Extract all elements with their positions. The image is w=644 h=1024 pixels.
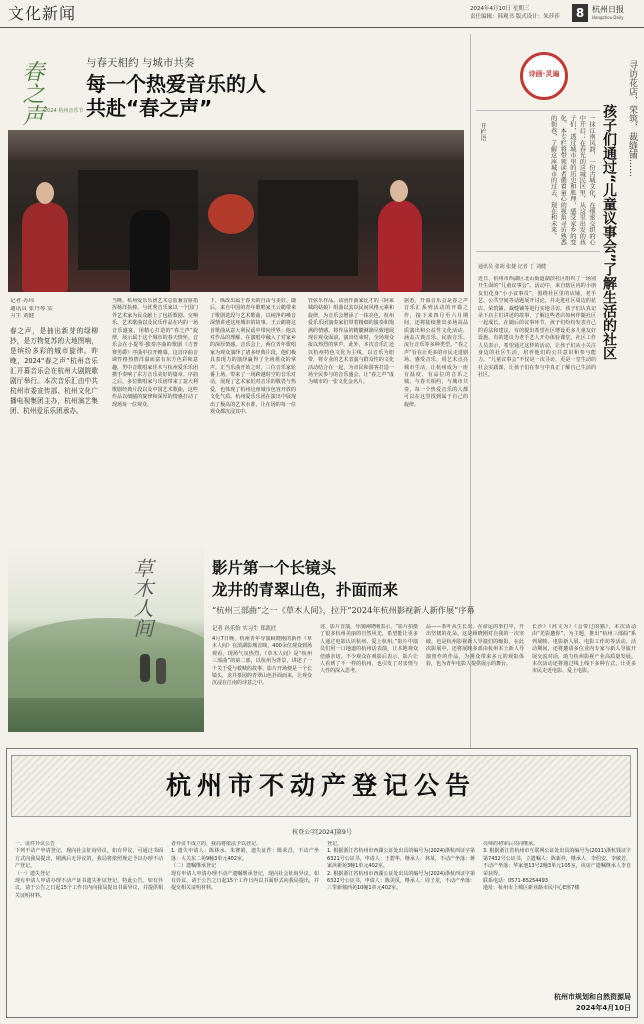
lead-credit-line: 通讯员 张丹琴 实 [10,305,53,312]
photo-stage-light [8,130,464,160]
right-body: 近日，杭州市西湖区北山街道湖滨社区组织了一场别开生面的“儿童议事会”。活动中，来自辖区内的小朋友们化身“小小议事员”，围绕社区里的店铺、老手艺、公共空间等话题展开讨论，并走进社区周边的花店、荣筑铺、裁缝铺等进行实地寻访。孩子们认真记录下店主们讲述的故事，了解这些老店如何伴随社区一起成长。在随后的议事环节，孩子们纷纷发表自己的看法和建议，有的提出希望社区增设更多儿童友好设施，有的建议为老手艺人开办体验课堂。社区工作人员表示，希望通过这样的活动，让孩子们从小关注身边的社区生活，培养他们的公共意识和参与能力。“儿童议事会”不仅是一次寻访，更是一堂生动的社会实践课，让孩子们在参与中真正了解自己生活的社区。 [478,276,596,379]
right-kicker: 寻访花店、荣筑、裁缝铺…… [627,60,637,177]
lead-logo-sub: 2024 杭州音乐节 [44,108,84,114]
paper-name: 杭州日报 [592,5,624,14]
section-label: 文化新闻 [8,4,77,23]
movie-figure [140,654,150,682]
right-intro-box [476,110,600,252]
lead-title-line2: 共赴“春之声” [86,96,213,120]
masthead [0,0,644,28]
lead-col-1: 春之声，是抽出新芽的绿柳抄，是万物复苏的大地图响，是缤纷多彩的城市旋律。昨晚，2024“春之声”杭州音乐汇开幕音乐会在杭州大剧院歌剧厅举行。本次音乐汇由中共杭州市委宣传部、杭州文化广播电视集团主办，杭州演艺集团、杭州爱乐乐团承办。 [10,327,98,415]
lead-credits [10,298,66,321]
lead-col-3: 下，纵改出属于春天的自由与美好。随后，来自中国的青年歌唱家王云鹤带来了歌剧选段与艺术歌曲，以纯净的嗓音深情讲述这座城市的故事。王云鹤将这首歌曲从意大利民谣中带向世界；他以对作品的理解，在演唱中融入了对家乡的深厚情感。音乐会上，两位青年歌唱家为观众演绎了诸多经典片段，他们极具表现力的演绎赢得了全场观众的掌声。正当乐曲开始之时，三位音乐家轮番上场，带来了一场跨越时空的音乐对话，展现了艺术家们对音乐的敬畏与热爱，也体现了杭州这座城市包容开放的文化气质。杭州爱乐乐团在演出中展现出了极高的艺术水准，让在场的每一位观众都沉浸其中。 [210,298,296,416]
property-col-3: 登记。 1. 根据浙江省杭州市西湖公证处出具的编号为(2024)浙杭西证字第6321号公证书，申请人：王碧华，继承人：林某，不动产坐落：蒋家浜新苑3幢1单元402室。 2. 根据浙江省杭州市西湖公证处出具的编号为(2024)浙杭西证字第6322号公证书，申请人：陈美凤，继承人：周子龙，不动产坐落：三里新城西苑10幢1单元402室。 [327,841,475,892]
lead-credit-line: 记者 苏玮 [10,298,35,304]
property-col-2: 者异议不成立的，我局将依法予以登记。 1. 遗失申请人：陈林水、朱赛娟，遗失证件：陈荣昌，不动产坐落：大关东二苑9幢3单元402室。 （二）遗嘱继承登记 现有申请人申请办理不动产遗嘱继承登记，现向社会征询异议。如有异议，请于公告之日起15个工作日内以书面形式向我局提出，并提交相关证明材料。 [171,841,319,892]
photo-singer-left-head [36,182,54,204]
concert-photo [8,130,464,292]
lead-col-5: 据悉，开幕音乐会是春之声音乐汇系列活动的开篇之作，接下来四月至六月期间，还将陆续推出多场高品质演出和公益性文化活动，涵盖古典音乐、民族音乐、流行音乐等多种类型。“春之声”旨在让更多的市民走进剧场、感受音乐，用艺术点亮城市生活，让杭州成为一座有温度、有品位的音乐之城。与春天相约，与城市共奏，每一个热爱音乐的人都可以在这里找到属于自己的旋律。 [404,298,468,408]
movie-title-line1: 影片第一个长镜头 [212,559,337,577]
paper-name-en: Hangzhou Daily [592,15,624,20]
right-intro-text: 一抹江南风韵，一份古城文化，在细密交织的心中开启；在春光的这城民区里，从这里出发的孩子们，透过城市里的历史和肌理，感受家乡的变化。本专栏将带领读者循着童心的视角寻访熟悉的街巷，了解这座城市的过去、现在和未来。 [549,115,595,246]
movie-col-2: 述、影片首演，导演顾晓刚表示，“影片拍摄了很多杭州美丽的自然风光，希望能让更多人通过电影认识杭州、爱上杭州。”影片中演员们用一口地道的杭州话表演，让本地观众倍感亲切。不少观众在观影后表示，影片让人看到了不一样的杭州，也引发了对亲情与人性的深入思考。 [320,624,418,675]
photo-singer-right [378,200,422,292]
right-badge-text: 诗画·灵遍 [528,70,560,78]
property-col-4: 亮师的初审后共同继承。 3. 根据浙江省杭州市互联网公证处出具的编号为(2011)浙杭钱证字第7432号公证书，立遗嘱人：陈新祥，继承人：李伯安、李敏芳，不动产坐落：华家池13号2幢3单元105室，该房产遗嘱继承人李自荣获得。 联系电话：0571-85254493 地址：杭州市上城区新业路市民中心E座7楼 [483,841,631,892]
property-footer-org: 杭州市规划和自然资源局 [554,993,631,1001]
lead-col-4: 管弦乐作品。该团作曲家比才的《阿莱城的姑娘》组曲以其以民间风格元素和旋律，为音乐会增添了一抹亮色，杭州爱乐乐团演奏家们带着精细的演奏和饱满的情感，将作品的精髓淋漓尽致地展现在观众面前。演出结束时，全场观众报以热烈的掌声。此外，本次音乐汇还以杭州特色文化为主线，以音乐为纽带，将专业的艺术表演与群众性的文化活动结合在一起，为市民和游客打造一场全民参与的音乐盛会，让“春之声”成为城市的一张文化金名片。 [308,298,394,386]
property-notice [6,748,638,1018]
lead-title-line1: 每一个热爱音乐的人 [86,72,266,96]
right-title: 孩子们通过“儿童议事会”了解生活的社区 [601,104,617,361]
property-notice-no: 杭登公字[2024]第9号 [292,829,352,836]
photo-musicians [258,180,358,276]
photo-conductor [130,210,170,292]
issue-date: 2024年4月10日 星期三 [470,6,530,12]
movie-figure [156,658,166,684]
movie-subtitle: “杭州三部曲”之一《草木人间》，拉开“2024年杭州影视新人新作展”序幕 [212,605,475,615]
lead-title [86,72,266,120]
property-col-1: 一、证件异议公告 下列不动产申请登记，现向社会征询异议。如有异议，可通过书面方式向我局提出，期满后无异议的，我局将依照规定予以办理不动产登记。 （一）遗失登记 现有申请人申请办理不动产证书遗失补证登记，特此公告。如有异议，请于公告之日起15个工作日内向我局提出书面异议，并提供相关证明材料。 [15,841,163,899]
lead-logo-text: 春之声 [19,60,44,126]
movie-hills [8,618,204,698]
property-footer-date: 2024年4月10日 [575,1004,631,1012]
photo-singer-left [22,202,68,292]
page-number: 8 [572,4,588,22]
right-intro-label: 开栏语 [479,123,486,141]
movie-col-4: 长沙》《河文为》《会带过的猫》，本次活动由“光影邀你”，为主题，推出“杭州三部曲”系列展映、电影新人展、电影工作坊等活动。活动期间，还将邀请多位业内专家与新人导演开展交流对话，助力杭州影视产业高质量发展。本次活动还将通过线上线下多种方式，让更多市民走近电影、爱上电影。 [532,624,636,675]
lead-kicker: 与春天相约 与城市共奏 [86,57,195,69]
lead-credit-line: 习生 刘健 [10,313,35,320]
right-badge [520,52,568,100]
photo-drum [208,194,254,234]
editor-credit: 责任编辑：韩观书 版式设计：朱莎莎 [470,14,560,20]
movie-credit: 记者 孙乐怡 实习生 郑凯匠 [212,626,277,632]
movie-title-line2: 龙井的青翠山色，扑面而来 [212,581,399,599]
right-credit: 通讯员 张胡 张捷 记者 丁 刘健 [478,264,546,270]
property-title-band [11,755,631,817]
lead-col-2: 当晚，杭州爱乐乐团艺术总监兼首席指挥杨洋执棒，与优秀音乐家以一个国门外艺术家为民众献上了包括歌剧、交响乐、艺术歌曲以及民乐作品在内的一场音乐盛宴，用精心打造的“春之声”旋律，展示属于这个城市的春天情怀。音乐会在小提琴·独奏序曲的歌剧《吉普赛男爵》序曲中拉开帷幕。这首序曲音调性格热情洋溢而富有东方色彩和意趣，男中音歌唱家佳木与杭州爱乐乐团携手奏响了东方音乐美好的篇章。序曲之后，多位歌唱家与乐团带来了意大利歌剧经典片段以及中国艺术歌曲，这些作品以细腻的旋律和深厚的情感打动了现场每一位观众。 [112,298,198,408]
movie-logo-text: 草木人间 [130,558,154,638]
movie-col-1: 4月7日晚，杭州青年导演顾晓刚的新作《草木人间》在滨湖影城首映，400余位观众到场观看，现场气氛热烈。《草木人间》是“杭州三部曲”的第二部，以杭州为背景，讲述了一个关于爱与救赎的故事。影片开场便是一个长镜头，龙井茶园的青翠山色扑面而来，让观众沉浸在江南的诗意之中。 [212,636,312,687]
property-title: 杭州市不动产登记公告 [165,771,476,800]
movie-photo [8,548,204,732]
movie-col-3: 品——茶叶从生长出，在命运的拳打中，开出坚韧的花朵。这是顾晓刚对自我的一次突破，也是杭州影视新人导演们的缩影。在此次影展中，还将展映多部由杭州本土新人导演创作的作品，为观众带来多元的观影体验，也为青年电影人提供展示的舞台。 [426,624,524,668]
photo-singer-right-head [390,180,408,202]
